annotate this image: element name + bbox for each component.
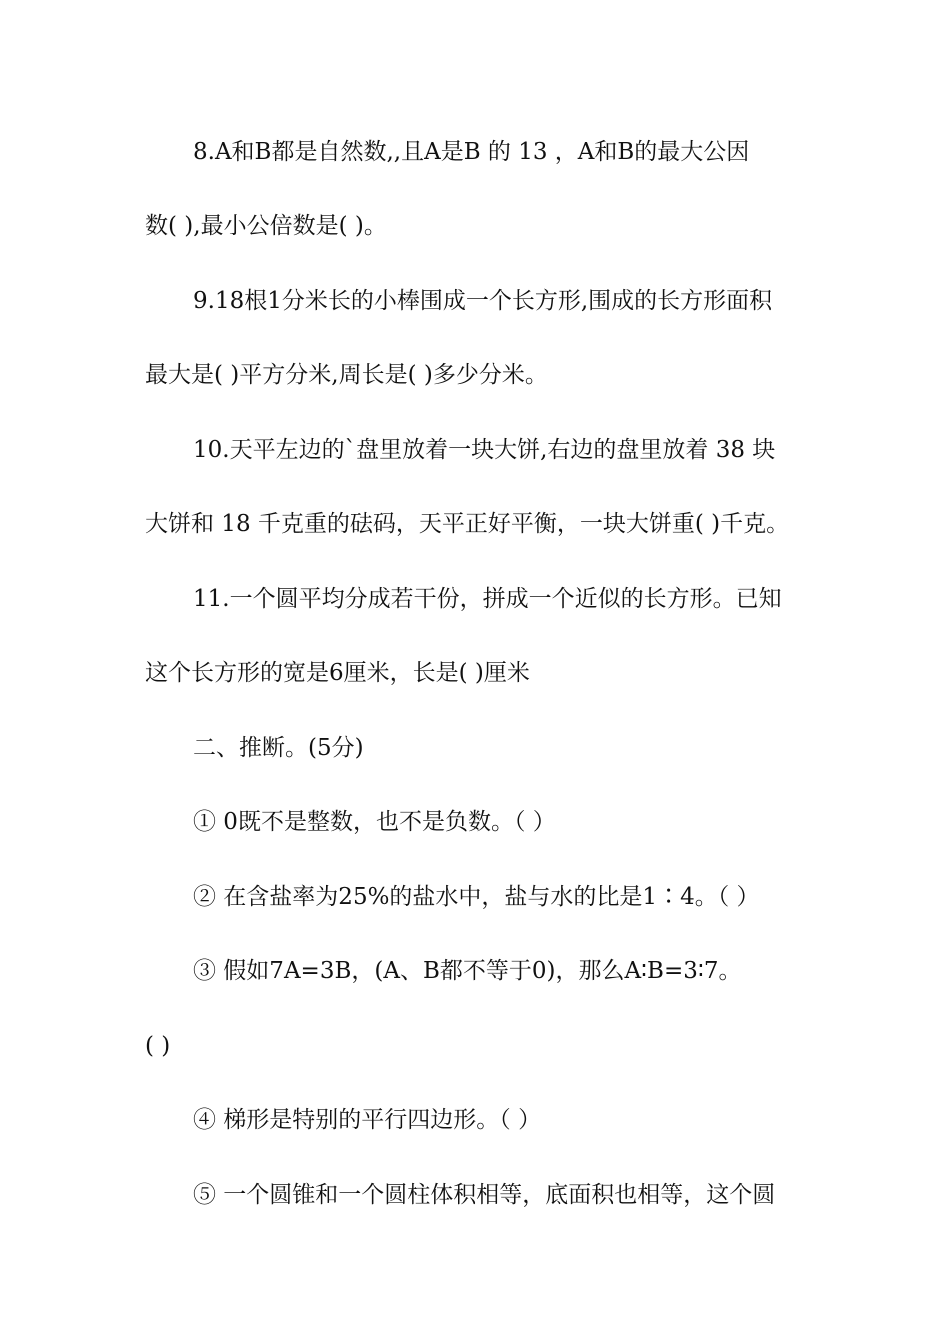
question-10-line-1: 10.天平左边的`盘里放着一块大饼,右边的盘里放着 38 块 xyxy=(193,437,776,463)
section-heading-judgment: 二、推断。(5分) xyxy=(193,735,364,761)
question-9-line-2: 最大是( )平方分米,周长是( )多少分米。 xyxy=(145,362,548,388)
judgment-item-3-line-1: ③ 假如7A=3B，(A、B都不等于0)，那么A∶B=3∶7。 xyxy=(193,958,742,984)
judgment-item-5-line-1: ⑤ 一个圆锥和一个圆柱体积相等，底面积也相等，这个圆 xyxy=(193,1182,776,1208)
judgment-item-2: ② 在含盐率为25%的盐水中，盐与水的比是1∶4。（ ） xyxy=(193,884,760,910)
judgment-item-3-line-2: ( ) xyxy=(145,1033,171,1059)
question-11-line-2: 这个长方形的宽是6厘米，长是( )厘米 xyxy=(145,660,530,686)
question-11-line-1: 11.一个圆平均分成若干份，拼成一个近似的长方形。已知 xyxy=(193,586,782,612)
judgment-item-1: ① 0既不是整数，也不是负数。（ ） xyxy=(193,809,556,835)
question-10-line-2: 大饼和 18 千克重的砝码，天平正好平衡，一块大饼重( )千克。 xyxy=(145,511,790,537)
question-9-line-1: 9.18根1分米长的小棒围成一个长方形,围成的长方形面积 xyxy=(193,288,773,314)
judgment-item-4: ④ 梯形是特别的平行四边形。（ ） xyxy=(193,1107,542,1133)
question-8-line-1: 8.A和B都是自然数,,且A是B 的 13 ，A和B的最大公因 xyxy=(193,139,750,165)
question-8-line-2: 数( ),最小公倍数是( )。 xyxy=(145,213,387,239)
